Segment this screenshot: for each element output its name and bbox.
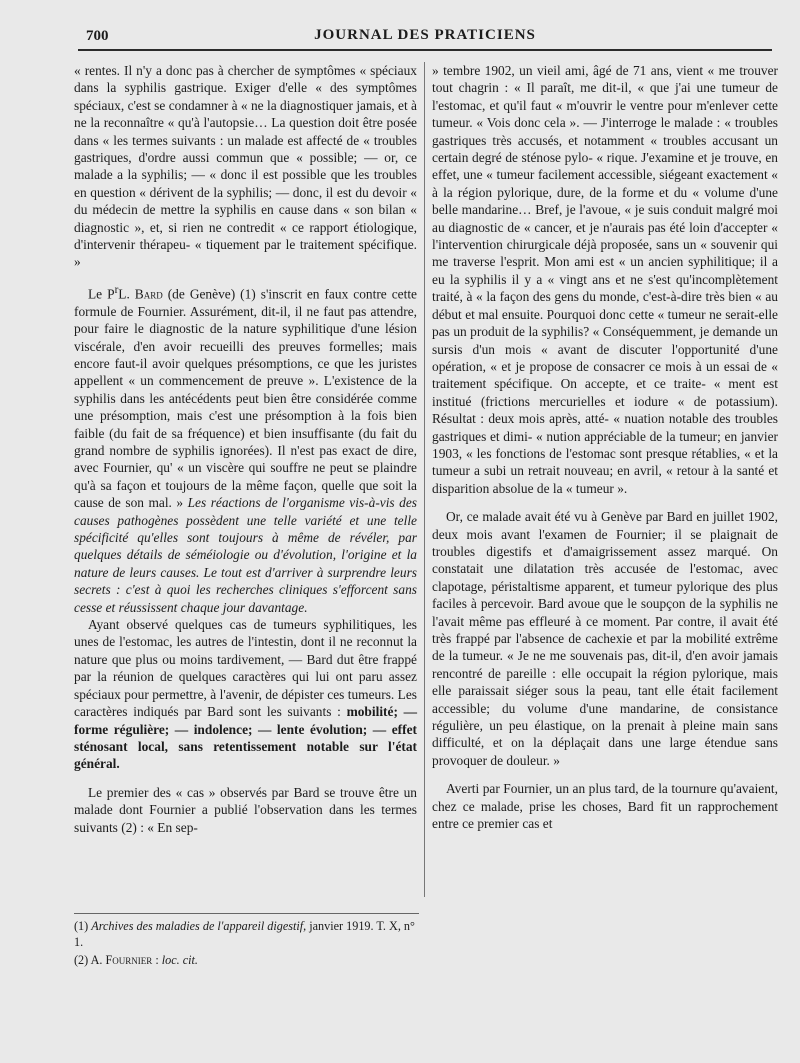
bard-paragraph	[74, 282, 417, 616]
bard-paragraph-text: (de Genève) (1) s'inscrit en faux contre cette formule de Fournier. Assurément, dit-il, il ne faut pas attendre, pour faire le diagnostic de la nature syphilitique d'une lésion viscérale, d'en avoir recueilli des preuves formelles; mais encore faut-il avoir quelques présomptions, ce que les juristes appellent « un commencement de preuve ». L'existence de la syphilis dans les antécédents peut bien être considérée comme une présomption, mais c'est une présomption à la fois bien faible (du fait de sa fréquence) et bien insuffisante (du fait du grand nombre de syphilis ignorées). Il n'est pas exact de dire, avec Fournier, qu' « un viscère qui souffre ne peut se plaindre qu'à sa façon et toujours de la même façon, quelle que soit la cause de son mal. »	[74, 286, 417, 511]
bard-author-prefix: Le P	[88, 286, 115, 302]
header-rule	[78, 49, 772, 51]
footnote-rule	[74, 913, 419, 914]
footnote-2-ref: loc. cit.	[161, 953, 198, 967]
footnote-2-number: (2) A.	[74, 953, 106, 967]
footnote-1-rest: janvier 1919. T. X, n° 1.	[74, 919, 415, 949]
footnotes	[74, 918, 419, 970]
fournier-quote-continuation: « rentes. Il n'y a donc pas à chercher de symptômes « spéciaux dans la syphilis gastrique. Exiger d'elle « des symptômes spéciaux, c'est se condamner à « ne la diagnostiquer jamais, et à ne la reconnaître « qu'à l'autopsie… La question doit être posée dans « les termes suivants : un malade est affecté de « troubles gastriques, d'ordre aussi commun que « possible; — or, ce malade a la syphilis; — « donc il est possible que les troubles en question « dérivent de la syphilis; — donc, il est du devoir « du médecin de mettre la syphilis en cause dans « son bilan « diagnostic », et, si rien ne contredit « ce rapport étiologique, d'intervenir thérapeu- « tiquement par le traitement spécifique. »	[74, 63, 417, 270]
left-column	[74, 62, 417, 836]
observed-text: Ayant observé quelques cas de tumeurs syphilitiques, les unes de l'estomac, les autres de l'intestin, dont il ne reconnut la nature que plus ou moins tardivement, — Bard dut être frappé par la réunion de quelques caractères qui lui ont paru assez spéciaux pour permettre, à l'avenir, de dépister ces tumeurs. Les caractères indiqués par Bard sont les suivants :	[74, 617, 417, 720]
bard-author-sup: r	[114, 283, 119, 296]
observed-paragraph	[74, 616, 417, 773]
footnote-1-source: Archives des maladies de l'appareil digestif,	[91, 919, 307, 933]
column-divider	[424, 62, 425, 897]
first-case-paragraph: Le premier des « cas » observés par Bard se trouve être un malade dont Fournier a publié l'observation dans les termes suivants (2) : « En sep-	[74, 784, 417, 835]
observed-characteristics: mobilité; — forme régulière; — indolence; — lente évolution; — effet sténosant local, sans retentissement notable sur l'état général.	[74, 704, 418, 772]
page-number: 700	[86, 28, 109, 44]
journal-title: JOURNAL DES PRATICIENS	[314, 27, 536, 43]
footnote-2-author: Fournier	[105, 953, 153, 967]
footnote-2	[74, 952, 419, 968]
footnote-1-number: (1)	[74, 919, 92, 933]
page-header	[78, 22, 772, 46]
bard-author-name: L. Bard	[118, 286, 163, 302]
bard-italic-quote: Les réactions de l'organisme vis-à-vis des causes pathogènes possèdent une telle variété et une telle spécificité qu'elles sont toujours à même de révéler, par quelques détails de séméiologie ou d'évolution, l'origine et la nature de leurs causes. Le tout est d'arriver à surprendre leurs secrets : c'est à quoi les recherches cliniques s'efforcent sans cesse et réussissent chaque jour davantage.	[74, 495, 417, 615]
fournier-case-quote: » tembre 1902, un vieil ami, âgé de 71 ans, vient « me trouver tout chagrin : « Il paraît, me dit-il, « que j'ai une tumeur de l'estomac, et qu'il faut « m'ouvrir le ventre pour m'enlever cette tumeur. « Vois donc cela ». — J'interroge le malade : « troubles gastriques très accusés, et notamment « troubles accusant un certain degré de sténose pylo- « rique. J'examine et je trouve, en effet, une « tumeur facilement accessible, siégeant exactement « à la région pylorique, dure, de la forme et du « volume d'une belle mandarine… Bref, je l'avoue, « je suis conduit malgré moi au diagnostic de « cancer, et je n'aurais pas été loin d'accepter « l'intervention chirurgicale déjà proposée, sans un « souvenir qui me traverse l'esprit. Mon ami est « un ancien syphilitique; il a eu la syphilis il y a « vingt ans et ne s'est qu'incomplètement traité, à « la façon des gens du monde, c'est-à-dire très bien « au début et mal ensuite. Pourquoi donc cette « tumeur ne serait-elle pas un produit de la syphilis? « Conséquemment, je demande un sursis d'un mois « avant de discuter l'opportunité d'une opération, « et je propose de consacrer ce mois à un essai de « traitement spécifique. On accepte, et ce traite- « ment est institué (frictions mercurielles et iodure « de potassium). Résultat : deux mois après, atté- « nuation notable des troubles gastriques et dimi- « nution appréciable de la tumeur; en janvier 1903, « les fonctions de l'estomac sont presque rétablies, « et la tumeur a subi un retrait nouveau; en avril, « retour à la santé et disparition absolue de la « tumeur ».	[432, 63, 778, 496]
warned-paragraph: Averti par Fournier, un an plus tard, de la tournure qu'avaient, chez ce malade, prise les choses, Bard fit un rapprochement entre ce premier cas et	[432, 781, 778, 832]
right-column	[432, 62, 778, 832]
footnote-1	[74, 918, 419, 950]
geneva-paragraph: Or, ce malade avait été vu à Genève par Bard en juillet 1902, deux mois avant l'examen de Fournier; il se plaignait de troubles digestifs et d'amaigrissement assez marqué. On constatait une dilatation très accusée de l'estomac, avec clapotage, péristaltisme apparent, et tumeur pylorique des plus faciles à percevoir. Bard avoue que le soupçon de la syphilis ne l'avait même pas effleuré à ce moment. Par contre, il avait été très frappé par l'absence de cachexie et par la mobilité extrême de la tumeur. « Je ne me souvenais pas, dit-il, d'en avoir jamais rencontré de pareille : elle occupait la région pylorique, mais elle paraissait siéger sous la peau, tant elle était facilement accessible; du volume d'une mandarine, de consistance régulière, un peu élastique, on la prenait à pleine main sans difficulté, et on la déplaçait dans une large étendue sans provoquer de douleur. »	[432, 509, 778, 768]
footnote-2-sep: :	[152, 953, 162, 967]
